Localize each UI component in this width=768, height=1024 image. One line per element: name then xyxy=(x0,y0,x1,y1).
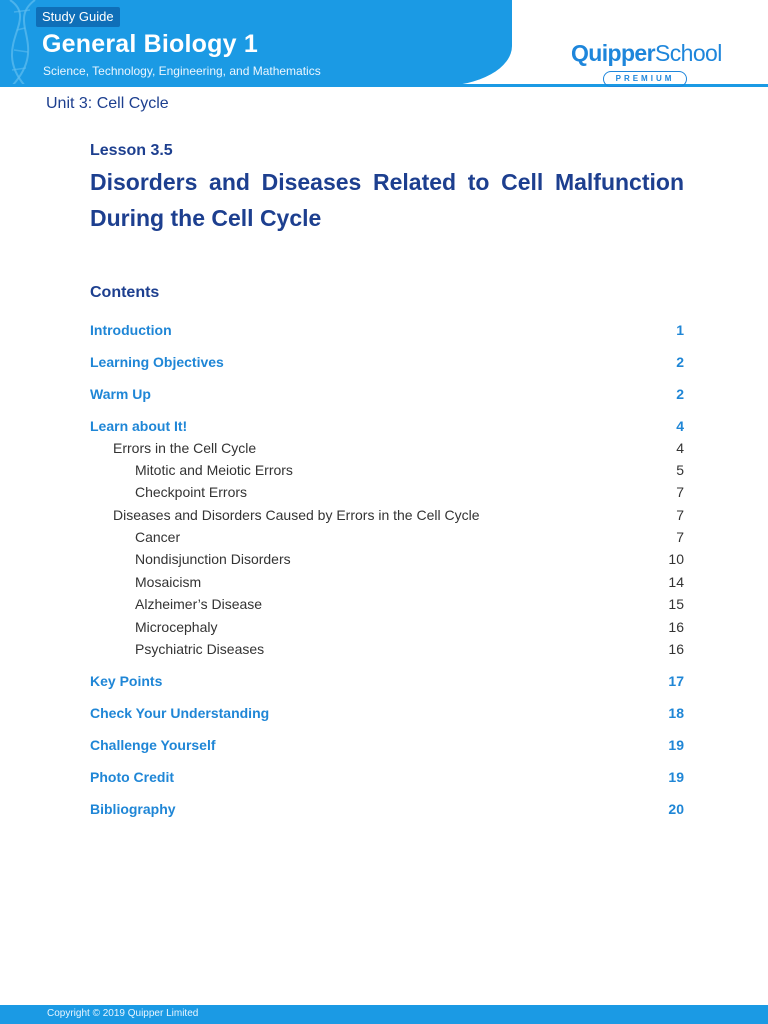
page-footer xyxy=(0,1005,768,1024)
unit-label: Unit 3: Cell Cycle xyxy=(46,95,169,112)
toc-entry xyxy=(0,505,768,525)
toc-entry-page: 7 xyxy=(676,484,684,500)
study-guide-badge: Study Guide xyxy=(36,7,120,27)
toc-entry-label: Psychiatric Diseases xyxy=(135,641,265,657)
premium-badge: PREMIUM xyxy=(603,71,687,87)
toc-entry-page: 5 xyxy=(676,462,684,478)
toc-entry-page[interactable]: 18 xyxy=(668,705,684,721)
course-subtitle: Science, Technology, Engineering, and Mathematics xyxy=(43,64,321,78)
toc-entry-page: 4 xyxy=(676,440,684,456)
toc-entry-page: 7 xyxy=(676,507,684,523)
toc-entry[interactable] xyxy=(0,703,768,723)
toc-entry xyxy=(0,438,768,458)
brand-name-bold: Quipper xyxy=(571,40,655,66)
toc-entry-page[interactable]: 2 xyxy=(676,354,684,370)
header-banner xyxy=(0,0,512,86)
toc-entry[interactable] xyxy=(0,799,768,819)
quipper-school-logo xyxy=(571,40,731,90)
brand-name-regular: School xyxy=(654,40,722,66)
toc-entry xyxy=(0,527,768,547)
toc-entry-label: Checkpoint Errors xyxy=(135,484,248,500)
toc-entry-label[interactable]: Photo Credit xyxy=(90,769,174,785)
toc-entry-label: Cancer xyxy=(135,529,181,545)
toc-entry-page[interactable]: 20 xyxy=(668,801,684,817)
toc-entry-page: 16 xyxy=(668,619,684,635)
toc-entry-label: Mosaicism xyxy=(135,574,202,590)
toc-entry-label[interactable]: Challenge Yourself xyxy=(90,737,216,753)
toc-entry-page[interactable]: 19 xyxy=(668,737,684,753)
toc-entry[interactable] xyxy=(0,735,768,755)
toc-entry[interactable] xyxy=(0,416,768,436)
toc-entry-page: 10 xyxy=(668,551,684,567)
toc-entry-label: Errors in the Cell Cycle xyxy=(113,440,257,456)
toc-entry-label[interactable]: Key Points xyxy=(90,673,163,689)
toc-entry[interactable] xyxy=(0,767,768,787)
toc-entry[interactable] xyxy=(0,352,768,372)
toc-entry-label: Alzheimer’s Disease xyxy=(135,596,263,612)
toc-entry-label[interactable]: Check Your Understanding xyxy=(90,705,270,721)
toc-entry xyxy=(0,594,768,614)
toc-entry-label: Nondisjunction Disorders xyxy=(135,551,291,567)
toc-entry[interactable] xyxy=(0,671,768,691)
toc-entry xyxy=(0,639,768,659)
toc-entry-label[interactable]: Bibliography xyxy=(90,801,176,817)
toc-entry-page[interactable]: 1 xyxy=(676,322,684,338)
toc-entry xyxy=(0,572,768,592)
toc-entry xyxy=(0,549,768,569)
toc-entry-label[interactable]: Learning Objectives xyxy=(90,354,224,370)
toc-entry-page: 14 xyxy=(668,574,684,590)
toc-entry xyxy=(0,482,768,502)
toc-entry-label: Microcephaly xyxy=(135,619,218,635)
lesson-title: Disorders and Diseases Related to Cell Malfunction During the Cell Cycle xyxy=(90,169,684,231)
toc-entry-label[interactable]: Introduction xyxy=(90,322,172,338)
toc-entry-page: 15 xyxy=(668,596,684,612)
contents-heading: Contents xyxy=(90,284,160,301)
toc-entry-page: 16 xyxy=(668,641,684,657)
toc-entry-label[interactable]: Warm Up xyxy=(90,386,151,402)
toc-entry[interactable] xyxy=(0,384,768,404)
toc-entry xyxy=(0,460,768,480)
copyright-text: Copyright © 2019 Quipper Limited xyxy=(47,1008,199,1019)
toc-entry xyxy=(0,617,768,637)
toc-entry-label: Mitotic and Meiotic Errors xyxy=(135,462,293,478)
brand-name xyxy=(571,40,731,67)
lesson-number: Lesson 3.5 xyxy=(90,142,173,159)
course-title: General Biology 1 xyxy=(42,30,258,58)
toc-entry-page[interactable]: 17 xyxy=(668,673,684,689)
toc-entry-page: 7 xyxy=(676,529,684,545)
toc-entry[interactable] xyxy=(0,320,768,340)
toc-entry-page[interactable]: 4 xyxy=(676,418,684,434)
toc-entry-page[interactable]: 19 xyxy=(668,769,684,785)
toc-entry-page[interactable]: 2 xyxy=(676,386,684,402)
toc-entry-label[interactable]: Learn about It! xyxy=(90,418,188,434)
toc-entry-label: Diseases and Disorders Caused by Errors in the Cell Cycle xyxy=(113,507,480,523)
